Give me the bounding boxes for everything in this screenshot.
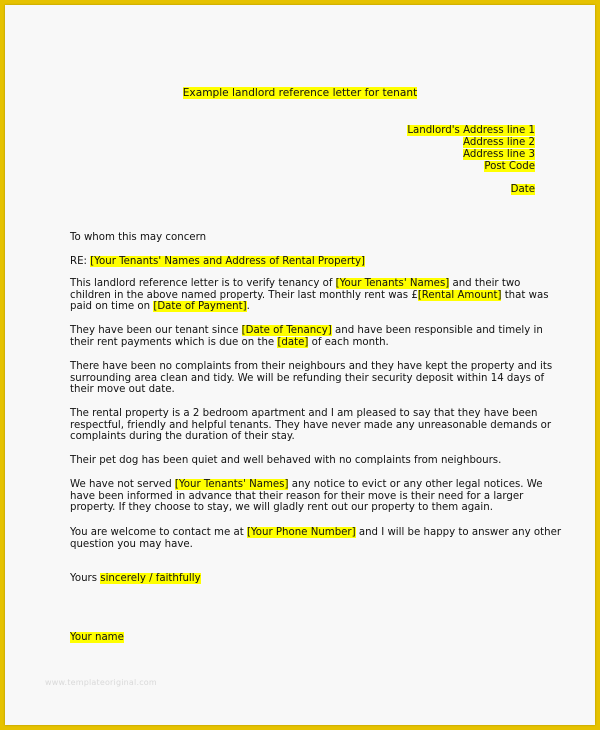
date-of-payment-placeholder: [Date of Payment] (153, 301, 247, 313)
rental-amount-placeholder: [Rental Amount] (417, 289, 502, 301)
paragraph-2: They have been our tenant since [Date of Tenancy] and have been responsible and timely in their rent payments which is due on the [date] of each month. (70, 325, 543, 348)
tenant-names-placeholder-2: [Your Tenants' Names] (174, 479, 289, 490)
salutation: To whom this may concern (70, 232, 207, 243)
signature-line (70, 632, 124, 644)
paragraph-4: The rental property is a 2 bedroom apartment and I am pleased to say that they have been respectful, friendly and helpful tenants. They have never made any unreasonable demands or complaints during the duration of their stay. (70, 408, 552, 443)
letter-page (5, 5, 595, 725)
closing-line: Yours sincerely / faithfully (70, 573, 201, 584)
paragraph-3: There have been no complaints from their neighbours and they have kept the property and its surrounding area clean and tidy. We will be refunding their security deposit within 14 days of their move out date. (70, 361, 553, 396)
paragraph-6: We have not served [Your Tenants' Names] any notice to evict or any other legal notices. We have been informed in advance that their reason for their move is their need for a larger property. If they choose to stay, we will gladly rent out our property to them again. (70, 479, 543, 514)
paragraph-5: Their pet dog has been quiet and well behaved with no complaints from neighbours. (70, 455, 502, 466)
tenant-names-placeholder: [Your Tenants' Names] (335, 278, 450, 289)
address-line-1: Landlord's Address line 1 (407, 125, 535, 136)
paragraph-1: This landlord reference letter is to verify tenancy of [Your Tenants' Names] and their two children in the above named property. Their last monthly rent was £[Rental Amount] that was paid on time on [Date of Payment]. (70, 278, 549, 313)
paragraph-7: You are welcome to contact me at [Your Phone Number] and I will be happy to answer any other question you may have. (70, 527, 562, 550)
title-text: Example landlord reference letter for tenant (182, 87, 418, 99)
letter-date: Date (510, 184, 535, 195)
signature-placeholder: Your name (70, 632, 124, 643)
closing-placeholder: sincerely / faithfully (100, 573, 201, 584)
phone-number-placeholder: [Your Phone Number] (246, 527, 356, 538)
due-date-placeholder: [date] (277, 336, 309, 348)
address-line-3: Address line 3 (463, 149, 535, 160)
watermark: www.templateoriginal.com (45, 678, 157, 687)
date-of-tenancy-placeholder: [Date of Tenancy] (241, 325, 332, 336)
re-line: RE: [Your Tenants' Names and Address of Rental Property] (70, 256, 366, 267)
address-line-2: Address line 2 (463, 137, 535, 148)
re-placeholder: [Your Tenants' Names and Address of Rental Property] (90, 256, 366, 267)
letter-title (5, 88, 595, 100)
post-code: Post Code (484, 161, 535, 172)
